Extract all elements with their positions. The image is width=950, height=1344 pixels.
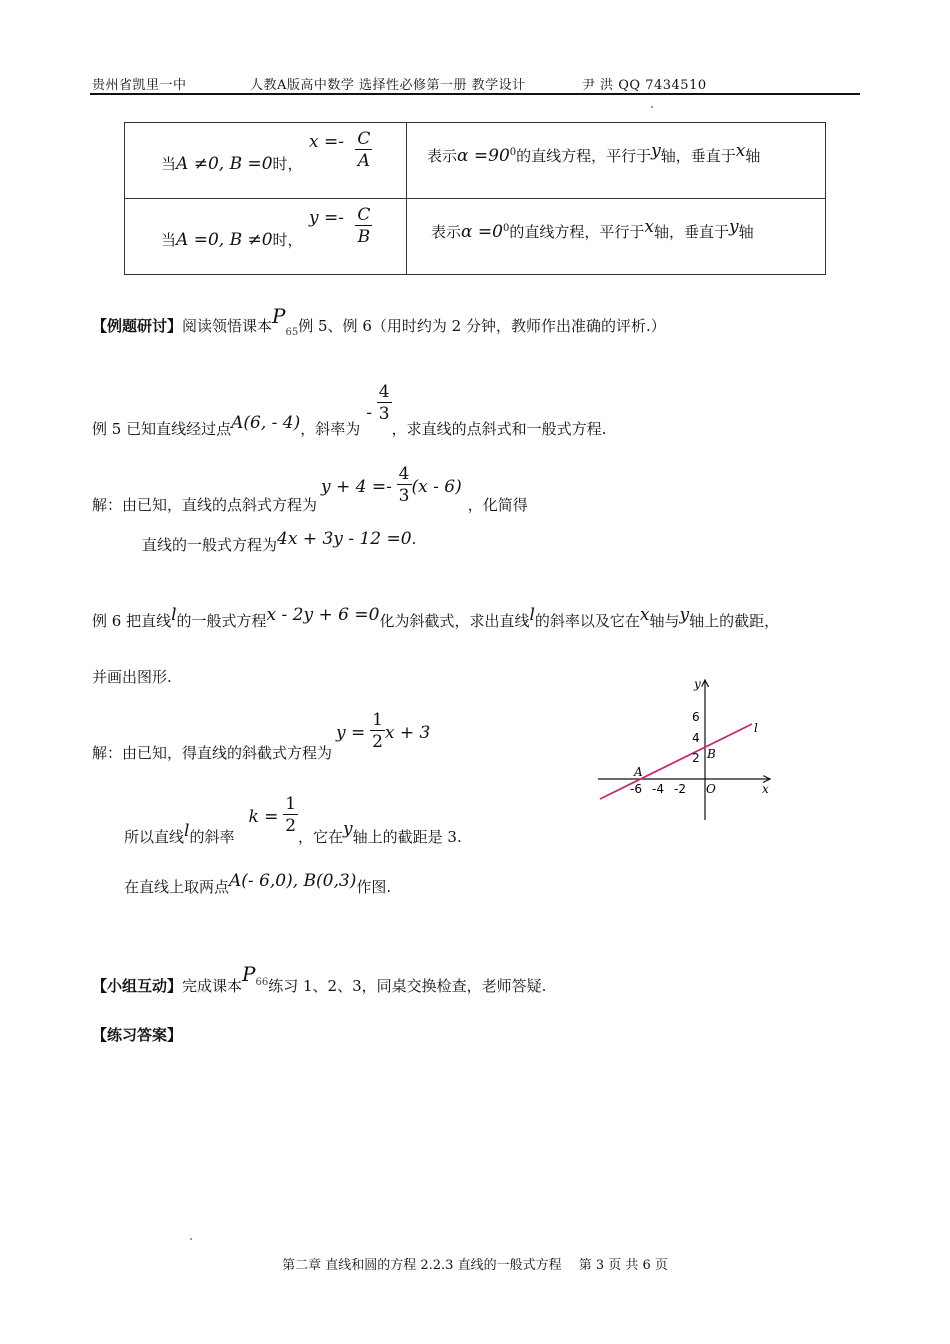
cond-post: 时， <box>272 155 303 173</box>
ex5-point: A(6, - 4) <box>231 412 301 433</box>
axis-label: y <box>651 141 661 161</box>
desc-math: α =0 <box>461 222 503 242</box>
sol5-line2-post: . <box>411 530 417 548</box>
axis-label: x <box>735 141 746 161</box>
ex5-pre: 例 5 已知直线经过点 <box>92 419 232 438</box>
ex6-l2: l <box>529 605 535 625</box>
frac-den: 2 <box>372 732 383 752</box>
graph-point-a: A <box>634 765 643 779</box>
ex6-line2: 并画出图形. <box>92 668 172 686</box>
ex6-mid1: 的一般式方程 <box>176 612 267 630</box>
desc-post: 轴 <box>738 223 754 241</box>
graph-x-tick: -4 <box>652 782 664 796</box>
example-6 <box>92 604 780 630</box>
ex5-post: ，求直线的点斜式和一般式方程. <box>391 419 607 438</box>
sol5-rhs: (x - 6) <box>411 476 462 497</box>
graph-origin: O <box>706 782 716 796</box>
sol6-lhs: y = <box>336 722 366 743</box>
header-school: 贵州省凯里一中 <box>92 78 187 93</box>
axis-label: y <box>728 217 739 237</box>
cond-pre: 当 <box>161 155 177 173</box>
desc-post: 轴 <box>745 147 761 165</box>
frac-den: A <box>357 151 371 171</box>
desc-mid2: 轴，垂直于 <box>653 223 729 241</box>
header-rule <box>90 93 860 95</box>
answers-heading: 【练习答案】 <box>92 1026 183 1044</box>
example-5 <box>92 372 607 438</box>
graph-x-label: x <box>762 782 769 796</box>
study-tag: 【例题研讨】 <box>92 317 183 335</box>
sol6-slope-pre: 所以直线 <box>124 827 185 846</box>
ex5-minus: - <box>366 402 372 423</box>
graph-x-tick: -2 <box>674 782 686 796</box>
frac-num: C <box>357 129 371 149</box>
ex6-mid2: 化为斜截式，求出直线 <box>379 612 530 630</box>
sol6-pts-pre: 在直线上取两点 <box>124 878 230 896</box>
sol5-post: ，化简得 <box>467 495 528 514</box>
speck <box>190 1238 192 1240</box>
graph-y-label: y <box>694 677 701 691</box>
sol5-lhs: y + 4 =- <box>321 476 392 497</box>
table-row <box>125 123 826 199</box>
sol6-rhs: x + 3 <box>384 722 431 743</box>
sol5-pre: 解：由已知，直线的点斜式方程为 <box>92 495 318 514</box>
sol5-general-form <box>142 528 417 554</box>
ex6-post: 轴上的截距， <box>689 612 780 630</box>
sol6-points-line <box>124 870 392 896</box>
study-paragraph <box>92 304 666 338</box>
desc-mid: 的直线方程，平行于 <box>509 223 645 241</box>
frac-den: B <box>357 227 371 247</box>
group-post: 练习 1、2、3，同桌交换检查，老师答疑. <box>268 977 547 995</box>
sol5-line2-pre: 直线的一般式方程为 <box>142 536 278 554</box>
textbook-page-num: 66 <box>255 977 269 988</box>
desc-pre: 表示 <box>431 223 462 241</box>
graph-y-tick: 6 <box>692 710 700 724</box>
textbook-page-p: P <box>242 962 256 986</box>
sol6-slope-l: l <box>184 820 190 841</box>
cond-pre: 当 <box>161 231 177 249</box>
graph-point-b: B <box>707 747 716 761</box>
sol6-slope-line <box>124 782 462 846</box>
sol6-slope-y: y <box>343 818 353 839</box>
graph-line-label: l <box>754 721 758 735</box>
desc-pre: 表示 <box>427 147 458 165</box>
table-cell-condition <box>125 123 407 199</box>
table-row <box>125 199 826 275</box>
special-cases-table <box>124 122 826 275</box>
frac-num: 4 <box>398 464 410 484</box>
table-cell-description <box>407 199 826 275</box>
sol6-pts-post: 作图. <box>356 878 392 896</box>
sol5-line2-math: 4x + 3y - 12 =0 <box>277 529 412 549</box>
frac-den: 3 <box>378 404 390 424</box>
frac-num: C <box>357 205 371 225</box>
cond-math: A ≠0, B =0 <box>176 154 273 174</box>
sol6-slope-mid: 的斜率 <box>189 827 235 846</box>
group-paragraph <box>92 962 547 995</box>
ex6-l: l <box>171 605 177 625</box>
header-course: 人教A版高中数学 选择性必修第一册 教学设计 <box>250 78 526 93</box>
table-cell-description <box>407 123 826 199</box>
graph-y-tick: 4 <box>692 731 700 745</box>
textbook-page-num: 65 <box>285 327 299 338</box>
ex6-eq: x - 2y + 6 =0 <box>266 605 380 625</box>
sol6-pts-math: A(- 6,0), B(0,3) <box>229 871 357 891</box>
speck <box>651 106 653 108</box>
desc-math: α =90 <box>457 146 510 166</box>
ex6-pre: 例 6 把直线 <box>92 612 172 630</box>
ex6-y: y <box>679 605 690 625</box>
frac-den: 3 <box>398 486 410 506</box>
frac-num: 4 <box>378 382 390 402</box>
solution-6 <box>92 698 431 762</box>
cond-post: 时， <box>272 231 303 249</box>
study-pre: 阅读领悟课本 <box>182 317 273 335</box>
cond-math: A =0, B ≠0 <box>176 230 273 250</box>
formula-lhs: y =- <box>309 208 344 228</box>
group-tag: 【小组互动】 <box>92 977 183 995</box>
page-footer: 第二章 直线和圆的方程 2.2.3 直线的一般式方程 第 3 页 共 6 页 <box>282 1258 668 1273</box>
sol6-slope-post1: ，它在 <box>298 827 344 846</box>
ex6-x: x <box>639 605 650 625</box>
desc-mid: 的直线方程，平行于 <box>516 147 652 165</box>
desc-sup: 0 <box>509 147 517 158</box>
solution-5 <box>92 450 528 514</box>
desc-mid2: 轴，垂直于 <box>660 147 736 165</box>
ex6-mid4: 轴与 <box>649 612 680 630</box>
sol6-pre: 解：由已知，得直线的斜截式方程为 <box>92 743 333 762</box>
group-pre: 完成课本 <box>182 977 243 995</box>
ex6-mid3: 的斜率以及它在 <box>534 612 640 630</box>
line-graph <box>590 672 780 822</box>
study-post: 例 5、例 6（用时约为 2 分钟，教师作出准确的评析.） <box>298 317 666 335</box>
sol6-k: k = <box>248 806 279 827</box>
frac-num: 1 <box>372 710 383 730</box>
ex5-mid: ，斜率为 <box>300 419 361 438</box>
frac-den: 2 <box>285 816 297 836</box>
formula-lhs: x =- <box>309 132 344 152</box>
table-cell-condition <box>125 199 407 275</box>
header-author: 尹 洪 QQ 7434510 <box>582 78 707 93</box>
graph-x-tick: -6 <box>630 782 642 796</box>
graph-y-tick: 2 <box>692 751 700 765</box>
axis-label: x <box>644 217 654 237</box>
sol6-slope-post2: 轴上的截距是 3. <box>352 827 462 846</box>
textbook-page-p: P <box>272 304 286 328</box>
desc-sup: 0 <box>502 223 510 234</box>
frac-num: 1 <box>285 794 297 814</box>
